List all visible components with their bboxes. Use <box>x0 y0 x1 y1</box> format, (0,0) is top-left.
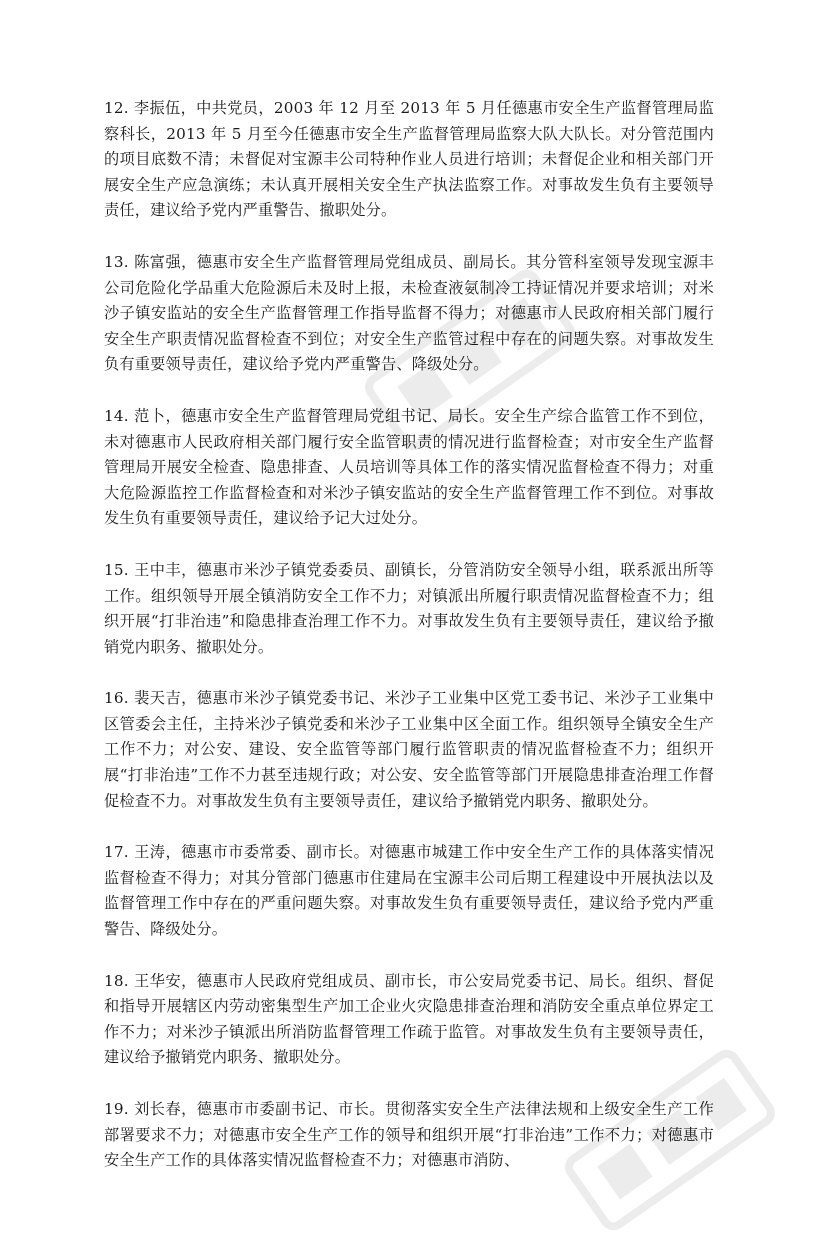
paragraph-18: 18. 王华安，德惠市人民政府党组成员、副市长，市公安局党委书记、局长。组织、督促和指导开展辖区内劳动密集型生产加工企业火灾隐患排查治理和消防安全重点单位界定工作不力；对米沙子镇派出所消防监督管理工作疏于监管。对事故发生负有主要领导责任，建议给予撤销党内职务、撤职处分。 <box>104 971 714 1067</box>
paragraph-19: 19. 刘长春，德惠市市委副书记、市长。贯彻落实安全生产法律法规和上级安全生产工作部署要求不力；对德惠市安全生产工作的领导和组织开展“打非治违”工作不力；对德惠市安全生产工作的具体落实情况监督检查不力；对德惠市消防、 <box>104 1100 714 1170</box>
paragraph-14: 14. 范卜，德惠市安全生产监督管理局党组书记、局长。安全生产综合监管工作不到位，未对德惠市人民政府相关部门履行安全监管职责的情况进行监督检查；对市安全生产监督管理局开展安全检查、隐患排查、人员培训等具体工作的落实情况监督检查不得力；对重大危险源监控工作监督检查和对米沙子镇安监站的安全生产监督管理工作不到位。对事故发生负有重要领导责任，建议给予记大过处分。 <box>104 406 714 528</box>
paragraph-15: 15. 王中丰，德惠市米沙子镇党委委员、副镇长，分管消防安全领导小组，联系派出所等工作。组织领导开展全镇消防安全工作不力；对镇派出所履行职责情况监督检查不力；组织开展“打非治违”和隐患排查治理工作不力。对事故发生负有主要领导责任，建议给予撤销党内职务、撤职处分。 <box>104 560 714 656</box>
paragraph-12: 12. 李振伍，中共党员，2003 年 12 月至 2013 年 5 月任德惠市安全生产监督管理局监察科长，2013 年 5 月至今任德惠市安全生产监督管理局监察大队大队长。对分管范围内的项目底数不清；未督促对宝源丰公司特种作业人员进行培训；未督促企业和相关部门开展安全生产应急演练；未认真开展相关安全生产执法监察工作。对事故发生负有主要领导责任，建议给予党内严重警告、撤职处分。 <box>104 99 714 220</box>
paragraph-13: 13. 陈富强，德惠市安全生产监督管理局党组成员、副局长。其分管科室领导发现宝源丰公司危险化学品重大危险源后未及时上报，未检查液氨制冷工持证情况并要求培训；对米沙子镇安监站的安全生产监督管理工作指导监督不得力；对德惠市人民政府相关部门履行安全生产职责情况监督检查不到位；对安全生产监管过程中存在的问题失察。对事故发生负有重要领导责任，建议给予党内严重警告、降级处分。 <box>104 252 714 374</box>
document-body <box>104 96 714 1200</box>
paragraph-16: 16. 裴天吉，德惠市米沙子镇党委书记、米沙子工业集中区党工委书记、米沙子工业集中区管委会主任，主持米沙子镇党委和米沙子工业集中区全面工作。组织领导全镇安全生产工作不力；对公安、建设、安全监管等部门履行监管职责的情况监督检查不力；组织开展“打非治违”工作不力甚至违规行政；对公安、安全监管等部门开展隐患排查治理工作督促检查不力。对事故发生负有主要领导责任，建议给予撤销党内职务、撤职处分。 <box>104 689 714 810</box>
paragraph-17: 17. 王涛，德惠市市委常委、副市长。对德惠市城建工作中安全生产工作的具体落实情况监督检查不得力；对其分管部门德惠市住建局在宝源丰公司后期工程建设中开展执法以及监督管理工作中存在的严重问题失察。对事故发生负有重要领导责任，建议给予党内严重警告、降级处分。 <box>104 843 714 939</box>
